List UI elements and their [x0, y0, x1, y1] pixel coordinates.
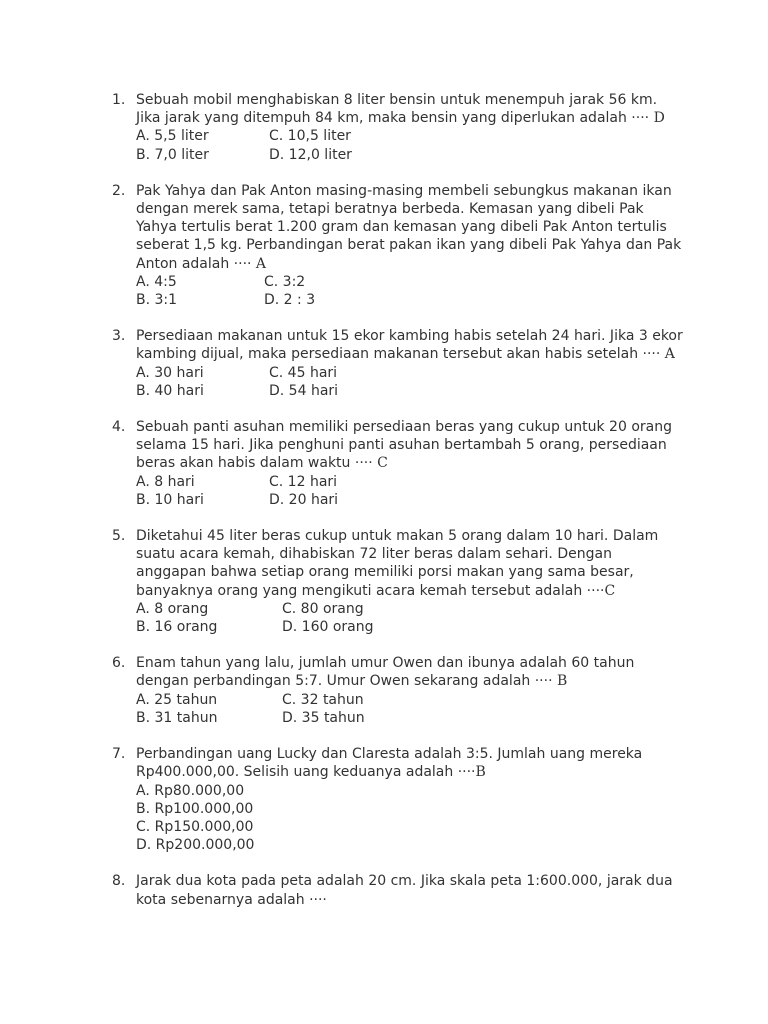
- answer-key: D: [653, 110, 665, 127]
- option-b: B. 31 tahun: [136, 709, 218, 726]
- options-row: [136, 709, 712, 727]
- question-text-line: dengan merek sama, tetapi beratnya berbeda. Kemasan yang dibeli Pak: [136, 201, 644, 218]
- question-text-line: seberat 1,5 kg. Perbandingan berat pakan ikan yang dibeli Pak Yahya dan Pak: [136, 237, 682, 254]
- question-number: 3.: [112, 328, 126, 345]
- option-c: C. 10,5 liter: [269, 128, 351, 145]
- question-text-line: Enam tahun yang lalu, jumlah umur Owen dan ibunya adalah 60 tahun: [136, 655, 635, 672]
- question-body: [136, 327, 712, 400]
- option-a: A. 5,5 liter: [136, 128, 209, 145]
- option-c: C. 80 orang: [282, 600, 364, 617]
- option-a: A. 30 hari: [136, 364, 204, 381]
- option-a: A. 4:5: [136, 273, 177, 290]
- option-d: D. 20 hari: [269, 491, 339, 508]
- question-1: [112, 91, 712, 164]
- option-d: D. Rp200.000,00: [136, 837, 255, 854]
- question-text-line: Rp400.000,00. Selisih uang keduanya adalah ····B: [136, 764, 486, 781]
- answer-key: B: [556, 673, 568, 690]
- question-number: 4.: [112, 419, 126, 436]
- question-text-line: Diketahui 45 liter beras cukup untuk makan 5 orang dalam 10 hari. Dalam: [136, 528, 659, 545]
- options-row: [136, 382, 712, 400]
- option-b: B. 16 orang: [136, 619, 218, 636]
- question-text-line: Perbandingan uang Lucky dan Claresta adalah 3:5. Jumlah uang mereka: [136, 746, 643, 763]
- option-a: A. Rp80.000,00: [136, 782, 245, 799]
- option-d: D. 160 orang: [282, 619, 374, 636]
- question-list: [112, 91, 712, 927]
- answer-key: C: [604, 582, 616, 599]
- question-number: 5.: [112, 528, 126, 545]
- question-text-line: Yahya tertulis berat 1.200 gram dan kemasan yang dibeli Pak Anton tertulis: [136, 219, 667, 236]
- question-8: [112, 872, 712, 908]
- option-a: A. 8 hari: [136, 473, 195, 490]
- question-body: [136, 654, 712, 727]
- question-body: [136, 182, 712, 309]
- option-a: A. 8 orang: [136, 600, 209, 617]
- question-body: [136, 872, 712, 908]
- question-text-line: banyaknya orang yang mengikuti acara kemah tersebut adalah ····C: [136, 582, 616, 599]
- option-b: B. 10 hari: [136, 491, 204, 508]
- option-c: C. 3:2: [264, 273, 306, 290]
- option-d: D. 54 hari: [269, 382, 339, 399]
- option-b: B. 7,0 liter: [136, 146, 209, 163]
- answer-key: B: [475, 764, 486, 781]
- question-6: [112, 654, 712, 727]
- options-row: [136, 146, 712, 164]
- option-b: B. 3:1: [136, 292, 178, 309]
- question-2: [112, 182, 712, 309]
- question-body: [136, 527, 712, 636]
- options-row: [136, 291, 712, 309]
- option-c: C. 32 tahun: [282, 691, 364, 708]
- question-number: 1.: [112, 92, 126, 108]
- options-row: [136, 600, 712, 618]
- question-7: [112, 745, 712, 854]
- question-number: 7.: [112, 746, 126, 763]
- question-number: 8.: [112, 873, 126, 890]
- question-text-line: anggapan bahwa setiap orang memiliki porsi makan yang sama besar,: [136, 564, 634, 581]
- options-row: [136, 691, 712, 709]
- question-body: [136, 91, 712, 164]
- question-text-line: suatu acara kemah, dihabiskan 72 liter beras dalam sehari. Dengan: [136, 546, 612, 563]
- question-text-line: Sebuah panti asuhan memiliki persediaan beras yang cukup untuk 20 orang: [136, 419, 672, 436]
- question-text-line: Jarak dua kota pada peta adalah 20 cm. Jika skala peta 1:600.000, jarak dua: [136, 873, 673, 890]
- option-a: A. 25 tahun: [136, 691, 218, 708]
- answer-key: A: [255, 255, 267, 272]
- question-text-line: Pak Yahya dan Pak Anton masing-masing membeli sebungkus makanan ikan: [136, 182, 672, 199]
- option-d: D. 2 : 3: [264, 292, 316, 309]
- option-d: D. 35 tahun: [282, 709, 365, 726]
- question-4: [112, 418, 712, 509]
- question-5: [112, 527, 712, 636]
- question-text-line: selama 15 hari. Jika penghuni panti asuhan bertambah 5 orang, persediaan: [136, 437, 667, 454]
- options-row: [136, 473, 712, 491]
- option-b: B. 40 hari: [136, 382, 204, 399]
- answer-key: A: [664, 346, 675, 363]
- question-number: 6.: [112, 655, 126, 672]
- options-row: [136, 127, 712, 145]
- question-text-line: Anton adalah ···· A: [136, 255, 267, 272]
- options-row: [136, 491, 712, 509]
- option-b: B. Rp100.000,00: [136, 800, 254, 817]
- question-body: [136, 745, 712, 854]
- question-text-line: kambing dijual, maka persediaan makanan tersebut akan habis setelah ···· A: [136, 346, 675, 363]
- answer-key: C: [377, 455, 388, 472]
- options-row: [136, 618, 712, 636]
- question-text-line: Sebuah mobil menghabiskan 8 liter bensin untuk menempuh jarak 56 km.: [136, 92, 658, 108]
- option-c: C. 12 hari: [269, 473, 338, 490]
- options-row: [136, 364, 712, 382]
- options-row: [136, 273, 712, 291]
- option-d: D. 12,0 liter: [269, 146, 352, 163]
- question-body: [136, 418, 712, 509]
- question-number: 2.: [112, 182, 126, 199]
- question-3: [112, 327, 712, 400]
- question-text-line: Persediaan makanan untuk 15 ekor kambing habis setelah 24 hari. Jika 3 ekor: [136, 328, 683, 345]
- question-text-line: Jika jarak yang ditempuh 84 km, maka bensin yang diperlukan adalah ···· D: [136, 110, 665, 127]
- question-text-line: dengan perbandingan 5:7. Umur Owen sekarang adalah ···· B: [136, 673, 568, 690]
- option-c: C. Rp150.000,00: [136, 818, 254, 835]
- question-text-line: kota sebenarnya adalah ····: [136, 891, 327, 908]
- option-c: C. 45 hari: [269, 364, 338, 381]
- question-text-line: beras akan habis dalam waktu ···· C: [136, 455, 388, 472]
